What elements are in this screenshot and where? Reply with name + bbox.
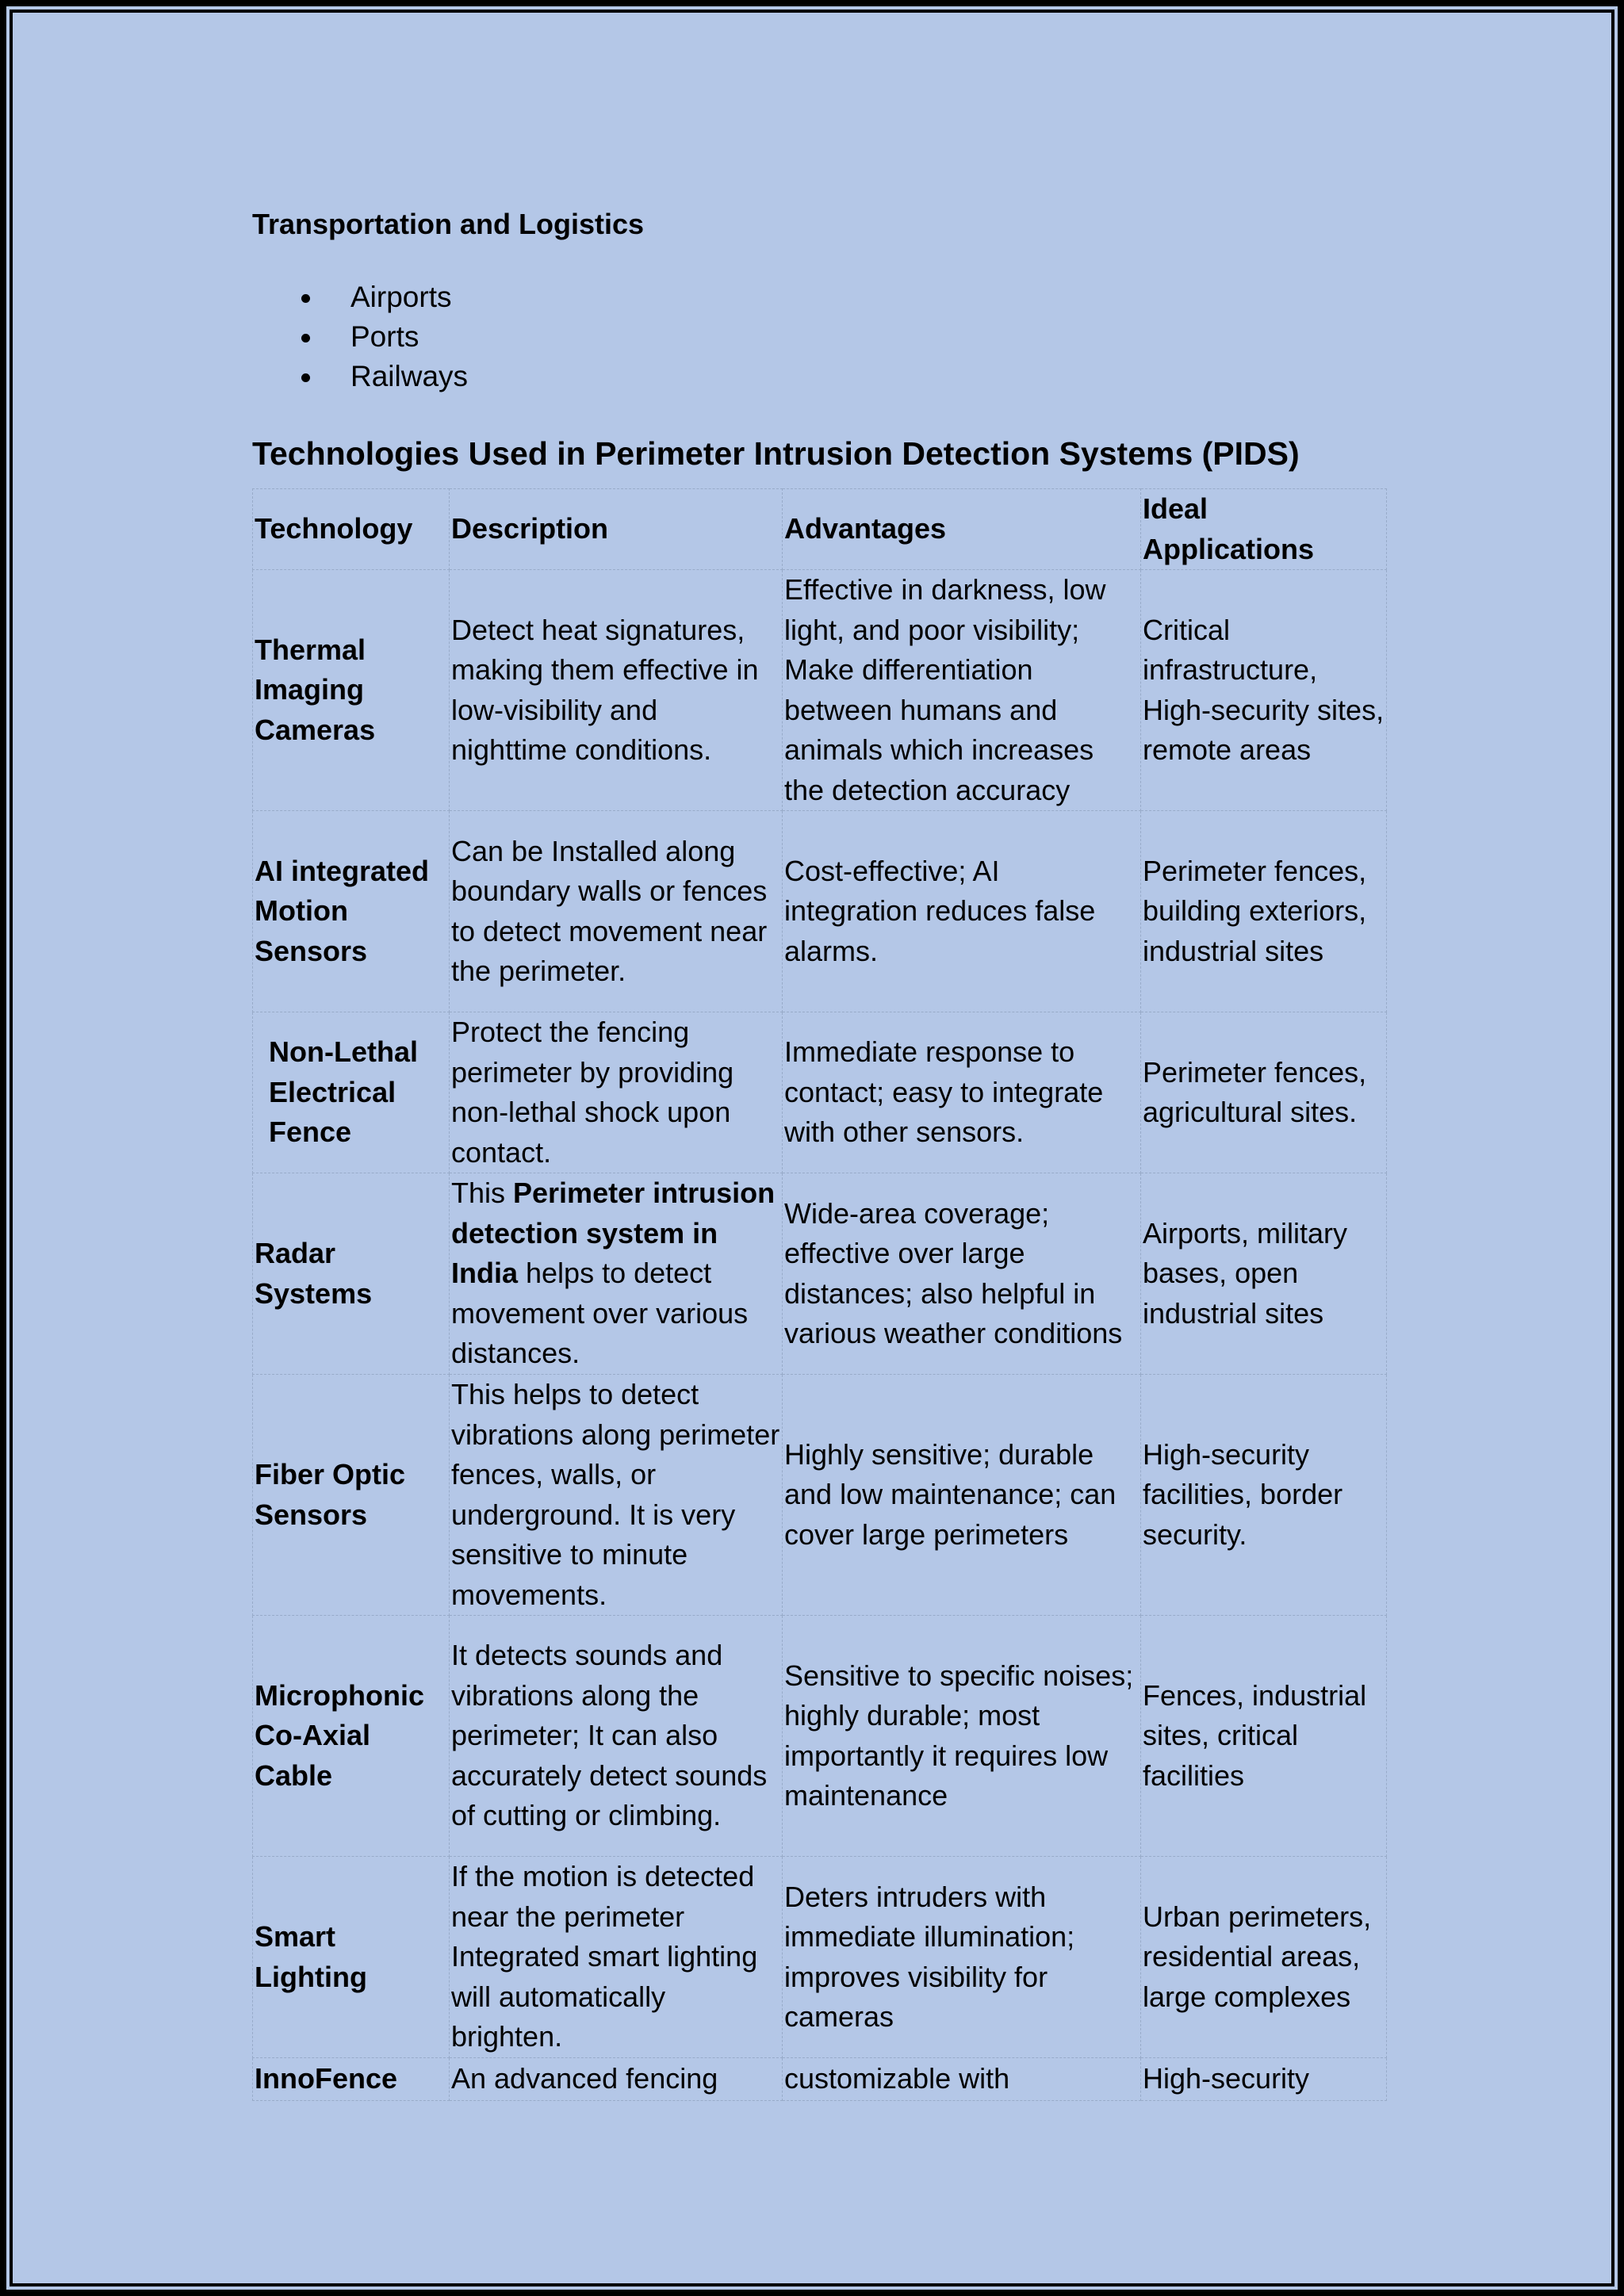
sector-heading: Transportation and Logistics [252,208,645,240]
cell-technology: Thermal Imaging Cameras [253,570,450,811]
table-title: Technologies Used in Perimeter Intrusion Detection Systems (PIDS) [252,435,1300,472]
cell-description: An advanced fencing [450,2058,783,2101]
list-item [252,317,1386,357]
header-technology: Technology [253,489,450,570]
cell-applications: Perimeter fences, building exteriors, industrial sites [1141,811,1387,1012]
header-advantages: Advantages [783,489,1141,570]
cell-technology: Microphonic Co-Axial Cable [253,1616,450,1857]
table-row [253,570,1387,811]
cell-advantages: Cost-effective; AI integration reduces false alarms. [783,811,1141,1012]
bullet-icon [301,373,310,382]
cell-applications: Airports, military bases, open industrial sites [1141,1173,1387,1375]
cell-description: Protect the fencing perimeter by providing non-lethal shock upon contact. [450,1012,783,1173]
cell-technology: Radar Systems [253,1173,450,1375]
pids-technology-table [252,488,1387,2101]
table-row [253,811,1387,1012]
list-item-label: Railways [350,360,469,392]
cell-advantages: Wide-area coverage; effective over large distances; also helpful in various weather conditions [783,1173,1141,1375]
cell-description: It detects sounds and vibrations along the perimeter; It can also accurately detect sounds of cutting or climbing. [450,1616,783,1857]
cell-description: This helps to detect vibrations along perimeter fences, walls, or underground. It is very sensitive to minute movements. [450,1375,783,1616]
cell-applications: High-security [1141,2058,1387,2101]
table-row [253,1173,1387,1375]
cell-advantages: Highly sensitive; durable and low maintenance; can cover large perimeters [783,1375,1141,1616]
description-bold-text: Perimeter intrusion detection system in India [451,1177,776,1290]
page-content [252,181,1386,2101]
cell-advantages: customizable with [783,2058,1141,2101]
table-row [253,1616,1387,1857]
cell-technology: InnoFence [253,2058,450,2101]
cell-applications: Fences, industrial sites, critical facilities [1141,1616,1387,1857]
cell-technology: Fiber Optic Sensors [253,1375,450,1616]
table-row [253,1857,1387,2058]
cell-advantages: Effective in darkness, low light, and poor visibility; Make differentiation between humans and animals which increases the detection accuracy [783,570,1141,811]
table-row [253,1375,1387,1616]
cell-description: If the motion is detected near the perimeter Integrated smart lighting will automatically brighten. [450,1857,783,2058]
sector-list [252,277,1386,396]
cell-advantages: Deters intruders with immediate illumination; improves visibility for cameras [783,1857,1141,2058]
table-header-row [253,489,1387,570]
list-item-label: Ports [350,320,419,353]
list-item [252,277,1386,317]
cell-technology: AI integrated Motion Sensors [253,811,450,1012]
cell-description: Can be Installed along boundary walls or fences to detect movement near the perimeter. [450,811,783,1012]
header-description: Description [450,489,783,570]
description-text: helps to detect movement over various distances. [451,1257,749,1370]
list-item-label: Airports [350,281,452,313]
cell-advantages: Sensitive to specific noises; highly durable; most importantly it requires low maintenance [783,1616,1141,1857]
cell-description [450,1173,783,1375]
cell-applications: Perimeter fences, agricultural sites. [1141,1012,1387,1173]
cell-applications: Urban perimeters, residential areas, large complexes [1141,1857,1387,2058]
cell-applications: Critical infrastructure, High-security sites, remote areas [1141,570,1387,811]
cell-technology: Smart Lighting [253,1857,450,2058]
table-row [253,2058,1387,2101]
table-row [253,1012,1387,1173]
bullet-icon [301,334,310,342]
list-item [252,357,1386,396]
description-text: This [451,1177,514,1210]
header-applications: Ideal Applications [1141,489,1387,570]
bullet-icon [301,294,310,303]
cell-technology: Non-Lethal Electrical Fence [253,1012,450,1173]
cell-advantages: Immediate response to contact; easy to integrate with other sensors. [783,1012,1141,1173]
cell-applications: High-security facilities, border security. [1141,1375,1387,1616]
cell-description: Detect heat signatures, making them effective in low-visibility and nighttime conditions. [450,570,783,811]
